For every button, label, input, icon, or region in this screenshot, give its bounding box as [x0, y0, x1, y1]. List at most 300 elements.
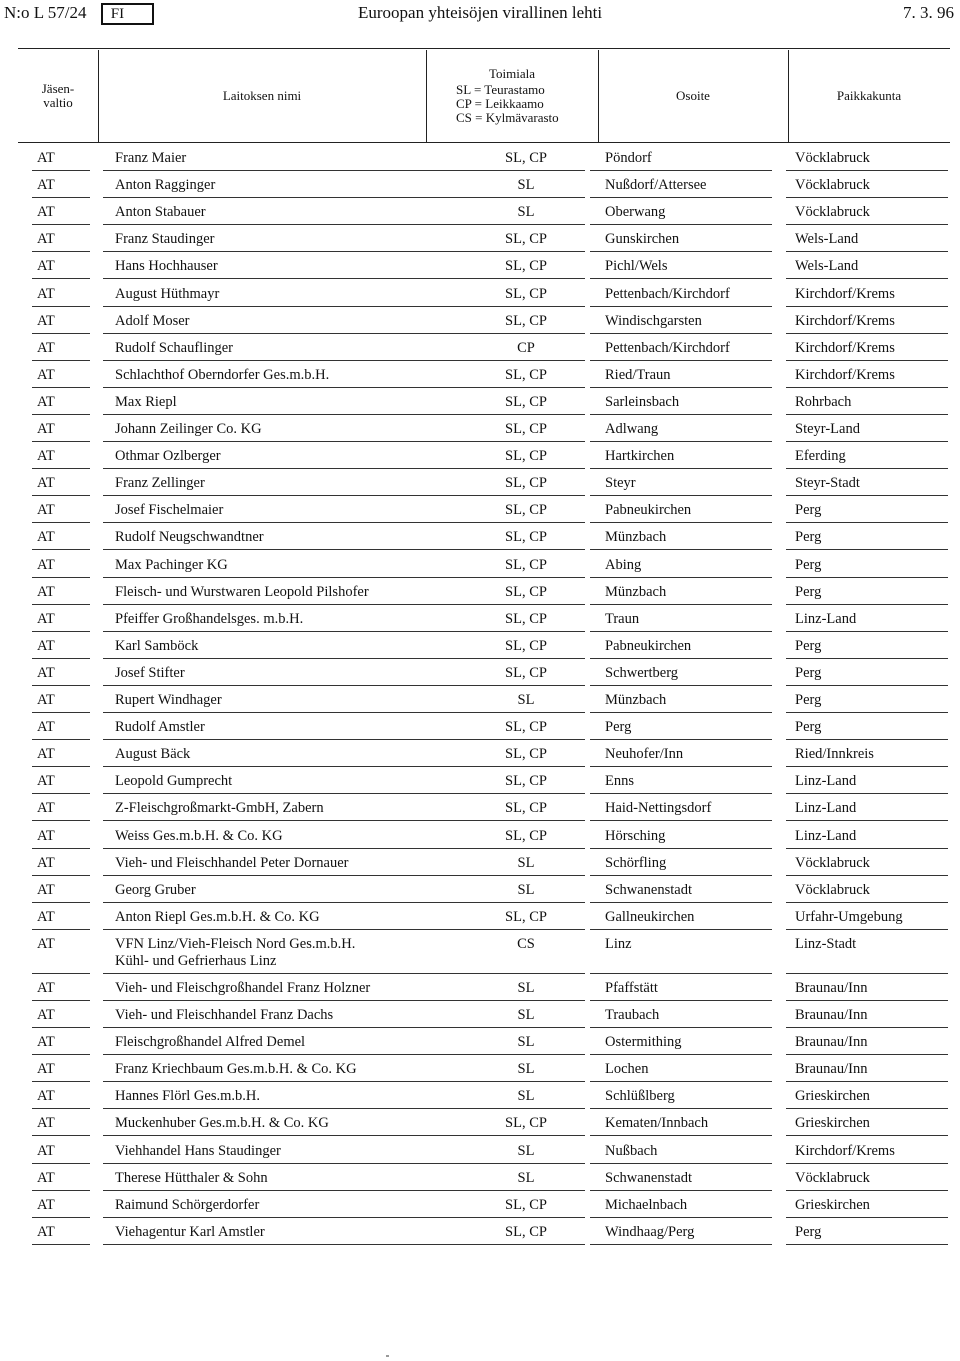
establishment-name-cell: Fleischgroßhandel Alfred Demel [115, 1034, 306, 1051]
row-rule [32, 1000, 90, 1001]
row-rule [470, 360, 585, 361]
establishment-name-cell: Josef Stifter [115, 664, 185, 681]
row-rule [786, 848, 948, 849]
row-rule [590, 251, 772, 252]
header-activity [426, 50, 598, 142]
header-divider [788, 50, 789, 142]
table-header [18, 50, 950, 143]
member-state-cell: AT [37, 448, 55, 465]
row-rule [103, 929, 500, 930]
address-cell: Kematen/Innbach [605, 1115, 709, 1132]
establishment-name-cell: Vieh- und Fleischhandel Peter Dornauer [115, 854, 349, 871]
row-rule [470, 441, 585, 442]
establishment-name-cell: Hannes Flörl Ges.m.b.H. [115, 1088, 260, 1105]
row-rule [470, 251, 585, 252]
row-rule [103, 468, 500, 469]
establishment-name-cell: Josef Fischelmaier [115, 502, 224, 519]
row-rule [103, 766, 500, 767]
row-rule [786, 414, 948, 415]
row-rule [590, 739, 772, 740]
row-rule [470, 495, 585, 496]
establishment-name-cell: Georg Gruber [115, 881, 196, 898]
row-rule [32, 1135, 90, 1136]
row-rule [786, 333, 948, 334]
locality-cell: Rohrbach [795, 393, 852, 410]
activity-cell: SL, CP [505, 664, 547, 681]
row-rule [470, 387, 585, 388]
member-state-cell: AT [37, 935, 55, 952]
row-rule [590, 604, 772, 605]
locality-cell: Kirchdorf/Krems [795, 285, 895, 302]
establishment-name-cell: Adolf Moser [115, 312, 190, 329]
locality-cell: Grieskirchen [795, 1088, 870, 1105]
row-rule [470, 604, 585, 605]
locality-cell: Linz-Land [795, 773, 857, 790]
locality-cell: Urfahr-Umgebung [795, 908, 903, 925]
row-rule [470, 793, 585, 794]
activity-cell: SL, CP [505, 583, 547, 600]
address-cell: Pabneukirchen [605, 502, 692, 519]
establishment-name-cell: August Bäck [115, 746, 191, 763]
member-state-cell: AT [37, 1115, 55, 1132]
row-rule [590, 1000, 772, 1001]
locality-cell: Vöcklabruck [795, 150, 870, 166]
address-cell: Abing [605, 556, 642, 573]
member-state-cell: AT [37, 773, 55, 790]
row-rule [786, 929, 948, 930]
row-rule [103, 1081, 500, 1082]
row-rule [103, 685, 500, 686]
address-cell: Windhaag/Perg [605, 1223, 695, 1240]
page-reference [4, 3, 154, 25]
row-rule [786, 658, 948, 659]
locality-cell: Kirchdorf/Krems [795, 312, 895, 329]
row-rule [32, 875, 90, 876]
row-rule [103, 1000, 500, 1001]
locality-cell: Perg [795, 692, 822, 708]
member-state-cell: AT [37, 746, 55, 763]
row-rule [590, 224, 772, 225]
row-rule [103, 495, 500, 496]
row-rule [786, 360, 948, 361]
activity-cell: SL, CP [505, 719, 547, 736]
activity-cell: SL, CP [505, 827, 547, 844]
row-rule [786, 875, 948, 876]
row-rule [470, 224, 585, 225]
row-rule [786, 1217, 948, 1218]
row-rule [590, 577, 772, 578]
row-rule [103, 197, 500, 198]
row-rule [590, 973, 772, 974]
row-rule [470, 929, 585, 930]
locality-cell: Ried/Innkreis [795, 746, 874, 763]
row-rule [590, 522, 772, 523]
locality-cell: Linz-Land [795, 800, 857, 817]
row-rule [590, 278, 772, 279]
member-state-cell: AT [37, 881, 55, 898]
establishment-name-cell: Franz Staudinger [115, 231, 215, 248]
activity-cell: SL, CP [505, 529, 547, 546]
row-rule [32, 902, 90, 903]
address-cell: Pfaffstätt [605, 979, 658, 996]
row-rule [786, 1135, 948, 1136]
address-cell: Gunskirchen [605, 231, 680, 248]
row-rule [32, 658, 90, 659]
header-divider [598, 50, 599, 142]
row-rule [470, 902, 585, 903]
member-state-cell: AT [37, 393, 55, 410]
locality-cell: Perg [795, 529, 822, 546]
activity-cell: CS [517, 935, 535, 952]
member-state-cell: AT [37, 1196, 55, 1213]
address-cell: Linz [605, 935, 632, 952]
establishment-name-cell: Leopold Gumprecht [115, 773, 233, 790]
locality-cell: Wels-Land [795, 231, 859, 248]
member-state-cell: AT [37, 258, 55, 275]
table-top-rule [18, 48, 950, 49]
member-state-cell: AT [37, 664, 55, 681]
locality-cell: Perg [795, 719, 822, 736]
row-rule [590, 631, 772, 632]
row-rule [470, 170, 585, 171]
row-rule [32, 1054, 90, 1055]
member-state-cell: AT [37, 1088, 55, 1105]
locality-cell: Vöcklabruck [795, 1169, 870, 1186]
row-rule [32, 1190, 90, 1191]
row-rule [590, 848, 772, 849]
row-rule [32, 604, 90, 605]
locality-cell: Perg [795, 1223, 822, 1240]
row-rule [470, 1135, 585, 1136]
activity-cell: SL, CP [505, 773, 547, 790]
establishment-name-cell: Fleisch- und Wurstwaren Leopold Pilshofer [115, 583, 369, 600]
address-cell: Hörsching [605, 827, 666, 844]
address-cell: Nußbach [605, 1142, 658, 1159]
member-state-cell: AT [37, 177, 55, 194]
activity-cell: SL [517, 1034, 535, 1051]
row-rule [32, 278, 90, 279]
establishment-name-cell: Johann Zeilinger Co. KG [115, 421, 262, 437]
row-rule [786, 973, 948, 974]
establishment-name-cell: Rupert Windhager [115, 692, 222, 708]
row-rule [32, 1217, 90, 1218]
locality-cell: Steyr-Land [795, 421, 860, 437]
row-rule [590, 1190, 772, 1191]
language-code-box: FI [101, 3, 154, 25]
locality-cell: Vöcklabruck [795, 204, 870, 221]
address-cell: Hartkirchen [605, 448, 675, 465]
header-address: Osoite [676, 88, 710, 103]
row-rule [32, 468, 90, 469]
row-rule [32, 631, 90, 632]
locality-cell: Eferding [795, 448, 846, 465]
row-rule [470, 1163, 585, 1164]
row-rule [32, 387, 90, 388]
row-rule [32, 739, 90, 740]
address-cell: Pabneukirchen [605, 637, 692, 654]
establishment-name-cell: Karl Samböck [115, 637, 199, 654]
address-cell: Haid-Nettingsdorf [605, 800, 712, 817]
activity-legend-cp: CP = Leikkaamo [456, 96, 544, 111]
establishment-name-cell: Vieh- und Fleischhandel Franz Dachs [115, 1007, 334, 1023]
establishment-name-cell: Othmar Ozlberger [115, 448, 221, 465]
row-rule [32, 495, 90, 496]
member-state-cell: AT [37, 204, 55, 221]
address-cell: Pettenbach/Kirchdorf [605, 285, 730, 302]
row-rule [470, 306, 585, 307]
row-rule [590, 1054, 772, 1055]
row-rule [590, 929, 772, 930]
row-rule [103, 522, 500, 523]
row-rule [32, 333, 90, 334]
member-state-cell: AT [37, 979, 55, 996]
row-rule [786, 306, 948, 307]
row-rule [32, 793, 90, 794]
address-cell: Münzbach [605, 529, 667, 546]
locality-cell: Linz-Stadt [795, 935, 857, 952]
locality-cell: Braunau/Inn [795, 1007, 868, 1023]
row-rule [32, 1244, 90, 1245]
row-rule [590, 1027, 772, 1028]
establishment-name-cell: Schlachthof Oberndorfer Ges.m.b.H. [115, 366, 330, 383]
locality-cell: Braunau/Inn [795, 1061, 868, 1078]
row-rule [32, 549, 90, 550]
row-rule [590, 712, 772, 713]
row-rule [32, 414, 90, 415]
row-rule [103, 793, 500, 794]
row-rule [590, 1135, 772, 1136]
row-rule [103, 441, 500, 442]
activity-cell: SL, CP [505, 312, 547, 329]
establishment-name-cell: Rudolf Neugschwandtner [115, 529, 264, 546]
row-rule [470, 766, 585, 767]
locality-cell: Linz-Land [795, 827, 857, 844]
member-state-cell: AT [37, 1061, 55, 1078]
establishment-name-cell: Z-Fleischgroßmarkt-GmbH, Zabern [115, 800, 324, 817]
row-rule [32, 170, 90, 171]
member-state-cell: AT [37, 502, 55, 519]
member-state-cell: AT [37, 800, 55, 817]
row-rule [32, 360, 90, 361]
address-cell: Lochen [605, 1061, 649, 1078]
row-rule [103, 973, 500, 974]
establishment-name-line2: Kühl- und Gefrierhaus Linz [115, 952, 277, 969]
row-rule [32, 1081, 90, 1082]
activity-cell: SL [517, 692, 535, 708]
address-cell: Gallneukirchen [605, 908, 695, 925]
row-rule [786, 1081, 948, 1082]
row-rule [786, 278, 948, 279]
member-state-cell: AT [37, 475, 55, 492]
row-rule [786, 197, 948, 198]
row-rule [32, 197, 90, 198]
row-rule [103, 820, 500, 821]
row-rule [32, 820, 90, 821]
locality-cell: Grieskirchen [795, 1196, 870, 1213]
row-rule [103, 414, 500, 415]
row-rule [786, 170, 948, 171]
row-rule [590, 387, 772, 388]
activity-cell: SL, CP [505, 150, 547, 166]
row-rule [32, 973, 90, 974]
establishment-name-cell: Muckenhuber Ges.m.b.H. & Co. KG [115, 1115, 329, 1132]
row-rule [470, 1027, 585, 1028]
member-state-cell: AT [37, 231, 55, 248]
row-rule [590, 902, 772, 903]
row-rule [786, 468, 948, 469]
row-rule [32, 224, 90, 225]
row-rule [786, 1000, 948, 1001]
member-state-cell: AT [37, 1007, 55, 1023]
header-locality: Paikkakunta [836, 88, 902, 103]
activity-cell: CP [517, 339, 535, 356]
member-state-cell: AT [37, 1034, 55, 1051]
activity-cell: SL [517, 1169, 535, 1186]
establishment-name-cell: August Hüthmayr [115, 285, 220, 302]
activity-cell: SL, CP [505, 1223, 547, 1240]
row-rule [786, 631, 948, 632]
address-cell: Oberwang [605, 204, 666, 221]
row-rule [590, 306, 772, 307]
row-rule [590, 1217, 772, 1218]
row-rule [470, 739, 585, 740]
member-state-cell: AT [37, 285, 55, 302]
activity-cell: SL, CP [505, 421, 547, 437]
row-rule [103, 333, 500, 334]
row-rule [103, 577, 500, 578]
establishment-name-cell: Max Pachinger KG [115, 556, 228, 573]
row-rule [470, 1000, 585, 1001]
row-rule [32, 1027, 90, 1028]
row-rule [786, 1054, 948, 1055]
establishment-name-cell: Franz Maier [115, 150, 187, 166]
establishment-name-cell: Vieh- und Fleischgroßhandel Franz Holzner [115, 979, 371, 996]
activity-cell: SL, CP [505, 556, 547, 573]
locality-cell: Braunau/Inn [795, 979, 868, 996]
row-rule [470, 875, 585, 876]
activity-cell: SL, CP [505, 1115, 547, 1132]
row-rule [103, 1190, 500, 1191]
address-cell: Traun [605, 610, 640, 627]
page-number: N:o L 57/24 [4, 3, 87, 22]
row-rule [590, 793, 772, 794]
row-rule [786, 1190, 948, 1191]
row-rule [470, 577, 585, 578]
page-header [0, 0, 960, 32]
address-cell: Pichl/Wels [605, 258, 668, 275]
member-state-cell: AT [37, 366, 55, 383]
row-rule [103, 875, 500, 876]
activity-cell: SL, CP [505, 393, 547, 410]
row-rule [590, 170, 772, 171]
row-rule [590, 495, 772, 496]
activity-cell: SL [517, 177, 535, 194]
row-rule [470, 1108, 585, 1109]
member-state-cell: AT [37, 1169, 55, 1186]
row-rule [470, 1217, 585, 1218]
row-rule [786, 577, 948, 578]
row-rule [590, 875, 772, 876]
address-cell: Windischgarsten [605, 312, 702, 329]
row-rule [32, 929, 90, 930]
establishment-name-cell: Rudolf Amstler [115, 719, 205, 736]
row-rule [103, 658, 500, 659]
address-cell: Schörfling [605, 854, 667, 871]
activity-cell: SL, CP [505, 502, 547, 519]
address-cell: Michaelnbach [605, 1196, 688, 1213]
locality-cell: Perg [795, 502, 822, 519]
activity-cell: SL [517, 1142, 535, 1159]
establishment-name-cell: Viehagentur Karl Amstler [115, 1223, 265, 1240]
member-state-cell: AT [37, 1142, 55, 1159]
activity-cell: SL [517, 1061, 535, 1078]
row-rule [590, 658, 772, 659]
row-rule [470, 333, 585, 334]
row-rule [470, 549, 585, 550]
address-cell: Nußdorf/Attersee [605, 177, 707, 194]
member-state-cell: AT [37, 1223, 55, 1240]
address-cell: Enns [605, 773, 634, 790]
row-rule [103, 604, 500, 605]
address-cell: Schlüßlberg [605, 1088, 675, 1105]
row-rule [470, 522, 585, 523]
address-cell: Neuhofer/Inn [605, 746, 684, 763]
row-rule [786, 712, 948, 713]
row-rule [590, 1244, 772, 1245]
row-rule [786, 1027, 948, 1028]
row-rule [103, 251, 500, 252]
member-state-cell: AT [37, 339, 55, 356]
activity-cell: SL [517, 204, 535, 221]
activity-cell: SL [517, 854, 535, 871]
row-rule [786, 251, 948, 252]
activity-cell: SL, CP [505, 800, 547, 817]
header-establishment: Laitoksen nimi [222, 88, 302, 103]
row-rule [590, 766, 772, 767]
row-rule [786, 1163, 948, 1164]
row-rule [590, 333, 772, 334]
establishment-name-cell: Rudolf Schauflinger [115, 339, 233, 356]
activity-legend-sl: SL = Teurastamo [456, 82, 545, 97]
locality-cell: Linz-Land [795, 610, 857, 627]
row-rule [786, 1244, 948, 1245]
locality-cell: Kirchdorf/Krems [795, 1142, 895, 1159]
address-cell: Schwanenstadt [605, 881, 692, 898]
address-cell: Ostermithing [605, 1034, 682, 1051]
row-rule [470, 1190, 585, 1191]
row-rule [32, 1163, 90, 1164]
member-state-cell: AT [37, 637, 55, 654]
activity-cell: SL, CP [505, 637, 547, 654]
member-state-cell: AT [37, 556, 55, 573]
locality-cell: Kirchdorf/Krems [795, 339, 895, 356]
header-divider [98, 50, 99, 142]
row-rule [470, 1244, 585, 1245]
row-rule [103, 1054, 500, 1055]
row-rule [786, 549, 948, 550]
locality-cell: Kirchdorf/Krems [795, 366, 895, 383]
member-state-cell: AT [37, 150, 55, 166]
activity-cell: SL, CP [505, 285, 547, 302]
member-state-cell: AT [37, 827, 55, 844]
address-cell: Münzbach [605, 692, 667, 708]
row-rule [32, 685, 90, 686]
journal-title: Euroopan yhteisöjen virallinen lehti [358, 3, 603, 22]
row-rule [470, 1081, 585, 1082]
row-rule [32, 848, 90, 849]
establishment-name-cell: Viehhandel Hans Staudinger [115, 1142, 281, 1159]
row-rule [590, 820, 772, 821]
